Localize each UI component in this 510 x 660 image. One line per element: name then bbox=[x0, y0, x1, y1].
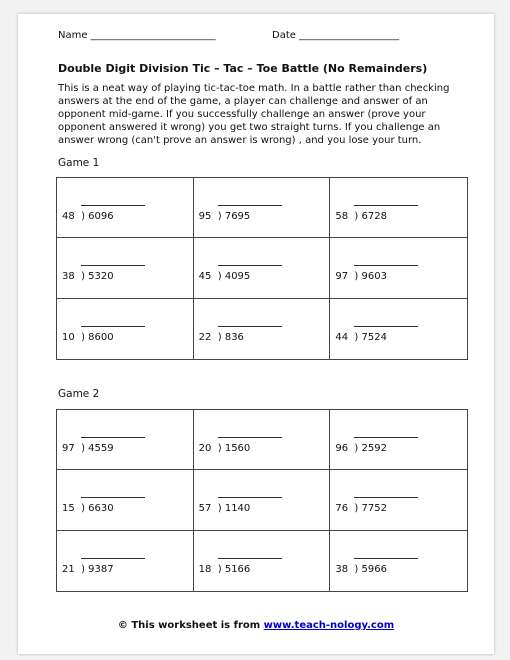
division-problem: 20 ) 1560 bbox=[199, 443, 251, 454]
answer-line[interactable] bbox=[354, 558, 418, 559]
grid-cell[interactable] bbox=[57, 238, 194, 298]
answer-line[interactable] bbox=[81, 205, 145, 206]
dividend: 5320 bbox=[88, 271, 114, 283]
division-problem: 38 ) 5320 bbox=[62, 271, 114, 282]
division-problem: 58 ) 6728 bbox=[335, 211, 387, 222]
divisor: 76 bbox=[335, 503, 349, 515]
dividend: 2592 bbox=[361, 443, 387, 454]
grid-cell[interactable] bbox=[57, 470, 194, 530]
answer-line[interactable] bbox=[354, 265, 418, 266]
divisor: 21 bbox=[62, 563, 75, 575]
dividend: 6728 bbox=[361, 211, 387, 222]
dividend: 6630 bbox=[88, 503, 114, 515]
divisor: 45 bbox=[198, 271, 212, 283]
answer-line[interactable] bbox=[354, 437, 418, 438]
grid-cell[interactable] bbox=[194, 299, 331, 359]
worksheet-page bbox=[18, 14, 494, 654]
division-problem: 21 ) 9387 bbox=[62, 564, 114, 575]
answer-line[interactable] bbox=[218, 265, 282, 266]
divisor: 95 bbox=[198, 211, 212, 222]
dividend: 4559 bbox=[88, 443, 114, 454]
divisor: 38 bbox=[62, 271, 75, 283]
dividend: 4095 bbox=[224, 271, 251, 283]
divisor: 38 bbox=[335, 563, 349, 575]
dividend: 7695 bbox=[224, 211, 251, 222]
grid-cell[interactable] bbox=[57, 531, 194, 591]
division-problem: 18 ) 5166 bbox=[199, 564, 251, 575]
answer-line[interactable] bbox=[218, 205, 282, 206]
dividend: 6096 bbox=[88, 211, 114, 222]
grid-cell[interactable] bbox=[57, 178, 194, 238]
footer-credit bbox=[18, 620, 494, 631]
divisor: 18 bbox=[198, 563, 212, 575]
footer-text: © This worksheet is from bbox=[117, 620, 264, 631]
dividend: 9603 bbox=[361, 271, 387, 283]
dividend: 1560 bbox=[224, 443, 251, 454]
answer-line[interactable] bbox=[354, 497, 418, 498]
game-2-label: Game 2 bbox=[58, 388, 100, 400]
grid-cell[interactable] bbox=[194, 178, 331, 238]
division-problem: 97 ) 4559 bbox=[62, 443, 114, 454]
division-problem: 10 ) 8600 bbox=[62, 332, 114, 343]
answer-line[interactable] bbox=[218, 326, 282, 327]
grid-cell[interactable] bbox=[57, 410, 194, 470]
divisor: 58 bbox=[335, 211, 349, 222]
dividend: 5166 bbox=[224, 563, 251, 575]
game-1-grid bbox=[56, 177, 468, 360]
divisor: 57 bbox=[198, 503, 212, 515]
grid-cell[interactable] bbox=[330, 178, 467, 238]
answer-line[interactable] bbox=[81, 265, 145, 266]
dividend: 8600 bbox=[88, 331, 114, 343]
divisor: 48 bbox=[62, 211, 75, 222]
game-1-label: Game 1 bbox=[58, 157, 100, 169]
grid-cell[interactable] bbox=[194, 238, 331, 298]
division-problem: 57 ) 1140 bbox=[199, 503, 251, 514]
divisor: 44 bbox=[335, 331, 349, 343]
dividend: 1140 bbox=[224, 503, 251, 515]
division-problem: 48 ) 6096 bbox=[62, 211, 114, 222]
divisor: 96 bbox=[335, 443, 349, 454]
division-problem: 44 ) 7524 bbox=[335, 332, 387, 343]
division-problem: 76 ) 7752 bbox=[335, 503, 387, 514]
division-problem: 45 ) 4095 bbox=[199, 271, 251, 282]
instructions-paragraph: This is a neat way of playing tic-tac-toe math. In a battle rather than checking answers at the end of the game, a player can challenge and answer of an opponent mid-game. If you successfully challenge an answer (prove your opponent answered it wrong) you get two straight turns. If you challenge an answer wrong (can't prove an answer is wrong) , and you lose your turn. bbox=[58, 83, 450, 146]
divisor: 15 bbox=[62, 503, 75, 515]
division-problem: 38 ) 5966 bbox=[335, 564, 387, 575]
footer-link[interactable]: www.teach-nology.com bbox=[263, 620, 395, 631]
divisor: 10 bbox=[62, 331, 75, 343]
answer-line[interactable] bbox=[81, 558, 145, 559]
date-field-label: Date ____________________ bbox=[272, 30, 400, 41]
answer-line[interactable] bbox=[81, 326, 145, 327]
dividend: 836 bbox=[224, 331, 244, 343]
answer-line[interactable] bbox=[354, 326, 418, 327]
grid-cell[interactable] bbox=[57, 299, 194, 359]
grid-cell[interactable] bbox=[330, 470, 467, 530]
divisor: 22 bbox=[198, 331, 212, 343]
divisor: 20 bbox=[198, 443, 212, 454]
division-problem: 15 ) 6630 bbox=[62, 503, 114, 514]
answer-line[interactable] bbox=[81, 497, 145, 498]
worksheet-title: Double Digit Division Tic – Tac – Toe Battle (No Remainders) bbox=[58, 62, 428, 75]
grid-cell[interactable] bbox=[194, 470, 331, 530]
grid-cell[interactable] bbox=[194, 410, 331, 470]
grid-cell[interactable] bbox=[194, 531, 331, 591]
dividend: 9387 bbox=[88, 563, 114, 575]
division-problem: 97 ) 9603 bbox=[335, 271, 387, 282]
grid-cell[interactable] bbox=[330, 299, 467, 359]
dividend: 7752 bbox=[361, 503, 387, 515]
grid-cell[interactable] bbox=[330, 531, 467, 591]
division-problem: 95 ) 7695 bbox=[199, 211, 251, 222]
grid-cell[interactable] bbox=[330, 238, 467, 298]
answer-line[interactable] bbox=[218, 437, 282, 438]
answer-line[interactable] bbox=[218, 558, 282, 559]
answer-line[interactable] bbox=[354, 205, 418, 206]
dividend: 5966 bbox=[361, 563, 387, 575]
divisor: 97 bbox=[62, 443, 75, 454]
answer-line[interactable] bbox=[218, 497, 282, 498]
division-problem: 22 ) 836 bbox=[199, 332, 244, 343]
dividend: 7524 bbox=[361, 331, 387, 343]
grid-cell[interactable] bbox=[330, 410, 467, 470]
name-field-label: Name _________________________ bbox=[58, 30, 216, 41]
division-problem: 96 ) 2592 bbox=[335, 443, 387, 454]
divisor: 97 bbox=[335, 271, 349, 283]
game-2-grid bbox=[56, 409, 468, 592]
answer-line[interactable] bbox=[81, 437, 145, 438]
